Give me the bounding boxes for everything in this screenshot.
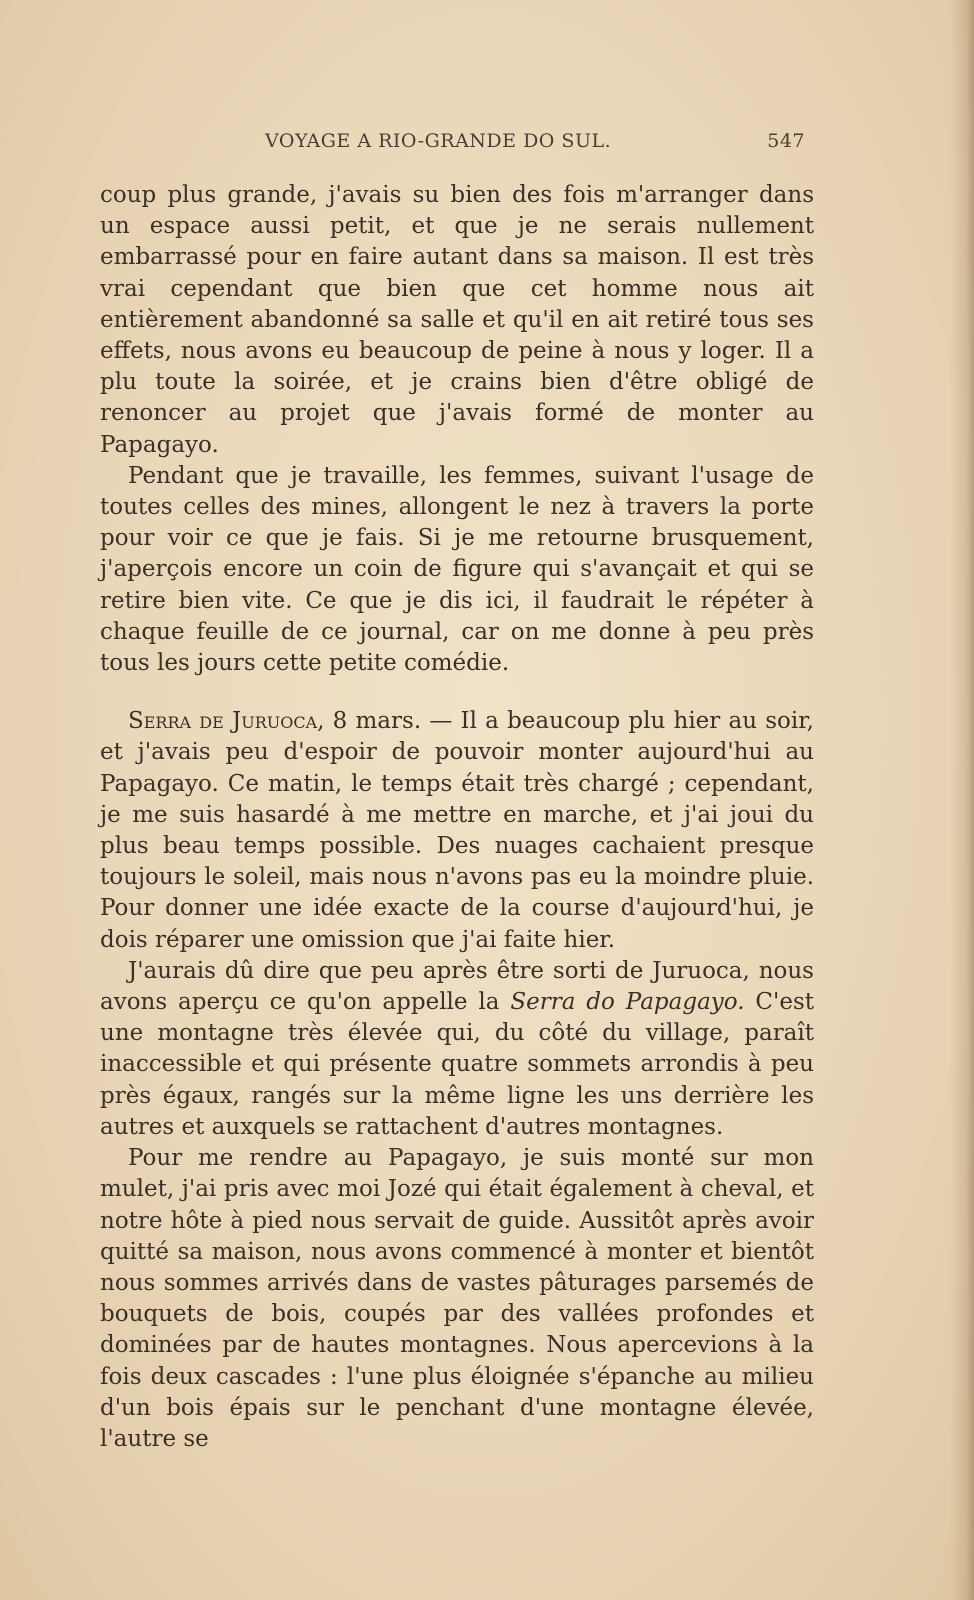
running-title: VOYAGE A RIO-GRANDE DO SUL. <box>265 130 612 152</box>
page-header <box>265 130 805 158</box>
paragraph-text-part: C'est une montagne très élevée qui, du côté du village, paraît inaccessible et qui présente quatre sommets arrondis à peu près égaux, rangés sur la même ligne les uns derrière les autres et auxquels se rattachent d'autres montagnes. <box>100 989 814 1140</box>
page-number: 547 <box>767 130 805 152</box>
page-edge-shadow <box>950 0 974 1600</box>
paragraph-serra-text: , 8 mars. — Il a beaucoup plu hier au soir, et j'avais peu d'espoir de pouvoir monter aujourd'hui au Papagayo. Ce matin, le temps était très chargé ; cependant, je me suis hasardé à me mettre en marche, et j'ai joui du plus beau temps possible. Des nuages cachaient presque toujours le soleil, mais nous n'avons pas eu la moindre pluie. Pour donner une idée exacte de la course d'aujourd'hui, je dois réparer une omission que j'ai faite hier. <box>100 708 814 953</box>
paragraph-ascent: Pour me rendre au Papagayo, je suis monté sur mon mulet, j'ai pris avec moi Jozé qui était également à cheval, et notre hôte à pied nous servait de guide. Aussitôt après avoir quitté sa maison, nous avons commencé à monter et bientôt nous sommes arrivés dans de vastes pâturages parsemés de bouquets de bois, coupés par des vallées profondes et dominées par de hautes montagnes. Nous apercevions à la fois deux cascades : l'une plus éloignée s'épanche au milieu d'un bois épais sur le penchant d'une montagne élevée, l'autre se <box>100 1145 814 1452</box>
place-heading: Serra de Juruoca <box>128 708 318 735</box>
paragraph-serra-de-juruoca <box>100 706 814 956</box>
page-body <box>100 180 814 1455</box>
paragraph-continuation: coup plus grande, j'avais su bien des fois m'arranger dans un espace aussi petit, et que je ne serais nullement embarrassé pour en faire autant dans sa maison. Il est très vrai cependant que bien que cet homme nous ait entièrement abandonné sa salle et qu'il en ait retiré tous ses effets, nous avons eu beaucoup de peine à nous y loger. Il a plu toute la soirée, et je crains bien d'être obligé de renoncer au projet que j'avais formé de monter au Papagayo. <box>100 182 814 458</box>
paragraph-text-part: J'aurais dû dire que peu après être sorti de Juruoca, nous avons aperçu ce qu'on appelle la <box>100 957 814 1016</box>
paragraph-papagayo-description <box>100 956 814 1143</box>
italic-place-name: Serra do Papagayo. <box>510 989 745 1016</box>
paragraph-women-watching: Pendant que je travaille, les femmes, suivant l'usage de toutes celles des mines, allongent le nez à travers la porte pour voir ce que je fais. Si je me retourne brusquement, j'aperçois encore un coin de figure qui s'avançait et qui se retire bien vite. Ce que je dis ici, il faudrait le répéter à chaque feuille de ce journal, car on me donne à peu près tous les jours cette petite comédie. <box>100 462 814 677</box>
